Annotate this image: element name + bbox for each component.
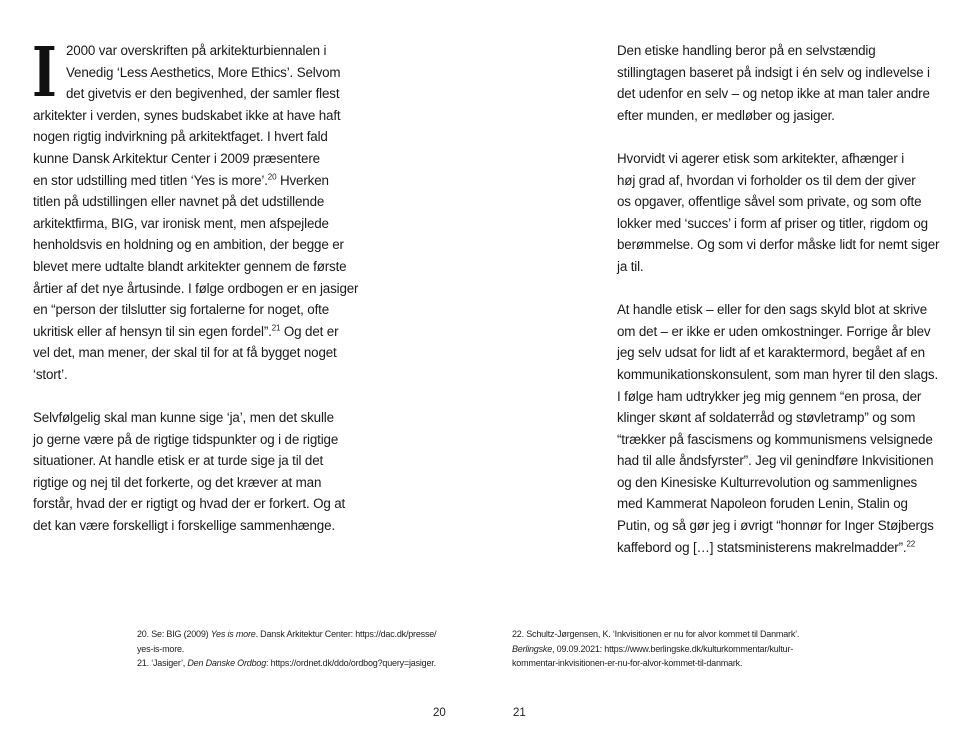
text-line: 2000 var overskriften på arkitekturbiennalen i — [66, 43, 327, 58]
text-line-with-footnote — [617, 537, 929, 559]
footnote-21 — [137, 656, 457, 671]
text-line: stillingtagen baseret på indsigt i én selv og indlevelse i — [617, 64, 930, 80]
text-line: situationer. At handle etisk er at turde sige ja til det — [33, 453, 324, 469]
text-line: det givetvis er den begivenhed, der samler flest — [66, 86, 340, 102]
text-line: og den Kinesiske Kulturrevolution og sammenlignes — [617, 474, 918, 490]
paragraph-spacer — [617, 126, 929, 148]
text-line: titlen på udstillingen eller navnet på det udstillende — [33, 194, 325, 210]
text-line: vel det, man mener, der skal til for at få bygget noget — [33, 345, 337, 361]
footnote-link[interactable]: . Dansk Arkitektur Center: https://dac.dk/presse/ — [255, 629, 437, 639]
page-number-right: 21 — [513, 707, 526, 719]
right-footnotes — [512, 627, 842, 671]
text-line: Den etiske handling beror på en selvstændig — [617, 43, 876, 58]
footnote-22: 22. Schultz-Jørgensen, K. ‘Inkvisitionen er nu for alvor kommet til Danmark’. — [512, 629, 800, 639]
text-line: det kan være forskelligt i forskellige sammenhænge. — [33, 518, 335, 534]
text-line: had til alle åndsfyrster”. Jeg vil genindføre Inkvisitionen — [617, 453, 934, 469]
footnote-22-continuation[interactable]: kommentar-inkvisitionen-er-nu-for-alvor-kommet-til-danmark. — [512, 658, 743, 668]
footnote-text: 20. Se: BIG (2009) — [137, 629, 211, 639]
footnote-link[interactable]: , 09.09.2021: https://www.berlingske.dk/kulturkommentar/kultur- — [552, 643, 794, 654]
text-line: At handle etisk – eller for den sags skyld blot at skrive — [617, 302, 928, 318]
text-line: ja til. — [617, 258, 644, 274]
paragraph-2 — [33, 407, 348, 537]
footnote-ref-22[interactable]: 22 — [906, 539, 916, 549]
left-body-text — [32, 33, 359, 537]
text-line: Selvfølgelig skal man kunne sige ‘ja’, men det skulle — [33, 410, 334, 426]
text-segment: ukritisk eller af hensyn til sin egen fordel”. — [33, 323, 272, 339]
text-line: I følge ham udtrykker jeg mig gennem “en prosa, der — [617, 388, 922, 404]
text-line: det udenfor en selv – og netop ikke at man taler andre — [617, 86, 930, 102]
footnote-20-continuation[interactable]: yes-is-more. — [137, 643, 185, 654]
footnote-link[interactable]: : https://ordnet.dk/ddo/ordbog?query=jasiger. — [266, 658, 436, 668]
text-line: “trækker på fascismens og kommunismens velsignede — [617, 431, 933, 447]
text-line: efter munden, er medløber og jasiger. — [617, 107, 835, 123]
footnote-ref-20[interactable]: 20 — [267, 172, 277, 182]
text-line: høj grad af, hvordan vi forholder os til dem der giver — [617, 172, 916, 188]
left-footnotes — [137, 627, 457, 671]
paragraph-spacer — [33, 386, 348, 408]
right-page — [480, 0, 960, 754]
paragraph-3 — [617, 299, 939, 558]
text-line-with-footnote — [33, 170, 348, 192]
text-line: Hvorvidt vi agerer etisk som arkitekter, afhænger i — [617, 150, 905, 166]
paragraph-2 — [617, 148, 940, 278]
drop-cap: I — [32, 33, 57, 113]
text-line: henholdsvis en holdning og en ambition, der begge er — [33, 237, 344, 253]
text-line: arkitektfirma, BIG, var ironisk ment, men afspejlede — [33, 215, 329, 231]
right-body-text — [617, 40, 940, 558]
text-line: blevet mere udtalte blandt arkitekter gennem de første — [33, 258, 347, 274]
page-number-left: 20 — [433, 707, 446, 719]
text-line: klinger skønt af soldaterråd og støvletramp” og som — [617, 410, 916, 426]
text-line: årtier af det nye årtusinde. I følge ordbogen er en jasiger — [33, 280, 359, 296]
footnote-source: Berlingske — [512, 643, 553, 654]
text-line: Putin, og så gør jeg i øvrigt “honnør for Inger Støjbergs — [617, 518, 934, 534]
footnote-ref-21[interactable]: 21 — [271, 323, 281, 333]
text-line: ‘stort’. — [33, 366, 68, 382]
text-line: kommunikationskonsulent, som man hyrer til den slags. — [617, 366, 939, 382]
text-line: berømmelse. Og som vi derfor måske lidt for nemt siger — [617, 237, 940, 253]
text-line: en “person der tilslutter sig fortalerne for noget, ofte — [33, 302, 330, 318]
footnote-text: 21. ‘Jasiger’, — [137, 658, 188, 668]
paragraph-1 — [32, 33, 359, 386]
paragraph-1 — [617, 40, 929, 126]
text-line: rigtige og nej til det forkerte, og det kræver at man — [33, 474, 322, 490]
text-line: lokker med ‘succes’ i form af priser og titler, rigdom og — [617, 215, 928, 231]
footnote-22-line2 — [512, 642, 842, 657]
text-line: kunne Dansk Arkitektur Center i 2009 præsentere — [33, 150, 320, 166]
footnote-20 — [137, 627, 457, 642]
text-segment: kaffebord og […] statsministerens makrelmadder”. — [617, 539, 907, 555]
paragraph-spacer — [617, 278, 929, 300]
text-segment: Hverken — [276, 172, 329, 188]
footnote-title: Den Danske Ordbog — [187, 658, 267, 668]
text-line: med Kammerat Napoleon foruden Lenin, Stalin og — [617, 496, 908, 512]
text-segment: Og det er — [280, 323, 339, 339]
text-line: arkitekter i verden, synes budskabet ikke at have haft — [33, 107, 341, 123]
text-line: nogen rigtig indvirkning på arkitektfaget. I hvert fald — [33, 129, 328, 145]
text-line-with-footnote — [33, 321, 348, 343]
text-line: om det – er ikke er uden omkostninger. Forrige år blev — [617, 323, 931, 339]
text-line: forstår, hvad der er rigtigt og hvad der er forkert. Og at — [33, 496, 346, 512]
text-line: os opgaver, offentlige såvel som private, og som ofte — [617, 194, 922, 210]
text-line: jeg selv udsat for lidt af et karaktermord, begået af en — [617, 345, 925, 361]
text-line: jo gerne være på de rigtige tidspunkter og i de rigtige — [33, 431, 339, 447]
text-line: Venedig ‘Less Aesthetics, More Ethics’. Selvom — [66, 64, 341, 80]
text-segment: en stor udstilling med titlen ‘Yes is more’. — [33, 172, 268, 188]
footnote-title: Yes is more — [210, 629, 256, 639]
